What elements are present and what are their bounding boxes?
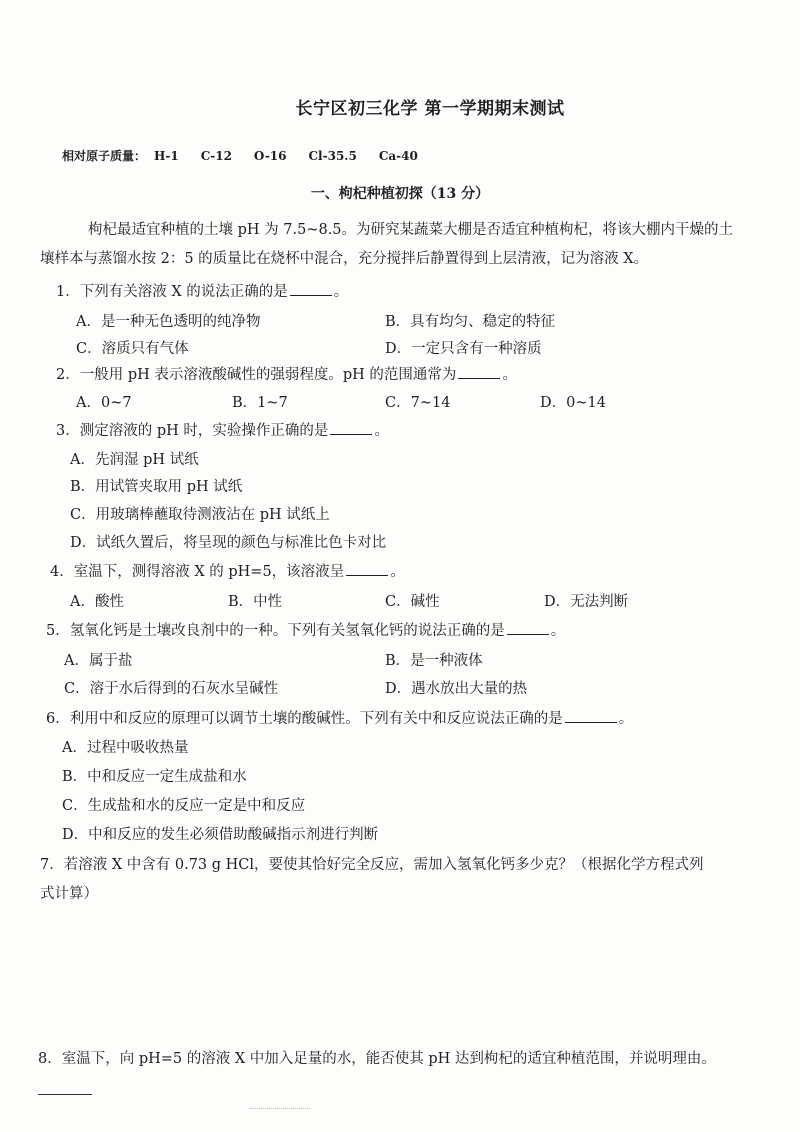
question-3-stem: [56, 419, 389, 440]
question-1-option-c: C．溶质只有气体: [76, 341, 189, 357]
question-6-stem: [46, 707, 633, 728]
question-5-option-d: D．遇水放出大量的热: [385, 681, 528, 697]
question-2-end: 。: [502, 367, 517, 383]
question-3-option-a: A．先润湿 pH 试纸: [70, 452, 199, 468]
question-5-option-c: C．溶于水后得到的石灰水呈碱性: [64, 681, 279, 697]
question-5-text: 5．氢氧化钙是土壤改良剂中的一种。下列有关氢氧化钙的说法正确的是: [46, 623, 505, 639]
question-2-option-b: B．1~7: [232, 395, 288, 411]
question-2-stem: [56, 363, 517, 384]
atomic-mass-h: H-1: [154, 149, 179, 163]
question-1-option-d: D．一定只含有一种溶质: [385, 341, 542, 357]
question-3-option-d: D．试纸久置后，将呈现的颜色与标准比色卡对比: [70, 535, 387, 551]
question-1-stem: [56, 280, 348, 301]
question-7-line-2: 式计算）: [40, 886, 98, 902]
question-4-text: 4．室温下，测得溶液 X 的 pH=5，该溶液呈: [50, 564, 345, 580]
answer-blank-1[interactable]: [290, 294, 332, 296]
answer-line-fragment[interactable]: [38, 1094, 92, 1095]
question-5-end: 。: [550, 623, 566, 639]
question-1-option-b: B．具有均匀、稳定的特征: [385, 314, 556, 330]
question-2-text: 2．一般用 pH 表示溶液酸碱性的强弱程度。pH 的范围通常为: [56, 367, 457, 383]
question-3-text: 3．测定溶液的 pH 时，实验操作正确的是: [56, 423, 329, 439]
answer-blank-5[interactable]: [507, 633, 549, 635]
question-4-option-a: A．酸性: [70, 594, 124, 610]
atomic-mass-label: 相对原子质量：: [62, 149, 147, 163]
question-4-end: 。: [390, 564, 405, 580]
question-1-end: 。: [333, 284, 349, 300]
atomic-mass-line: [62, 147, 418, 164]
question-1-option-a: A．是一种无色透明的纯净物: [76, 314, 261, 330]
question-4-stem: [50, 560, 405, 581]
intro-line-1: 枸杞最适宜种植的土壤 pH 为 7.5~8.5。为研究某蔬菜大棚是否适宜种植枸杞，将该大棚内干燥的土: [88, 222, 734, 238]
page-title: 长宁区初三化学 第一学期期末测试: [295, 99, 565, 119]
section-title: 一、枸杞种植初探（13 分）: [310, 186, 490, 202]
question-1-text: 1．下列有关溶液 X 的说法正确的是: [56, 284, 288, 300]
question-6-option-d: D．中和反应的发生必须借助酸碱指示剂进行判断: [62, 827, 379, 843]
question-4-option-c: C．碱性: [385, 594, 440, 610]
question-5-option-b: B．是一种液体: [385, 653, 483, 669]
atomic-mass-cl: Cl-35.5: [308, 149, 357, 163]
question-4-option-b: B．中性: [228, 594, 283, 610]
question-8-line-1: 8．室温下，向 pH=5 的溶液 X 中加入足量的水，能否使其 pH 达到枸杞的适宜种植范围，并说明理由。: [38, 1051, 716, 1067]
question-7-answer-area[interactable]: [40, 910, 760, 1040]
atomic-mass-ca: Ca-40: [378, 149, 418, 163]
question-5-option-a: A．属于盐: [64, 653, 133, 669]
question-3-end: 。: [374, 423, 389, 439]
answer-blank-3[interactable]: [330, 433, 372, 435]
question-2-option-a: A．0~7: [76, 395, 132, 411]
question-6-option-c: C．生成盐和水的反应一定是中和反应: [62, 798, 306, 814]
question-5-stem: [46, 619, 565, 640]
question-6-end: 。: [618, 711, 634, 727]
question-7-line-1: 7．若溶液 X 中含有 0.73 g HCl，要使其恰好完全反应，需加入氢氧化钙多少克？（根据化学方程式列: [40, 857, 704, 873]
question-3-option-b: B．用试管夹取用 pH 试纸: [70, 479, 243, 495]
question-6-text: 6．利用中和反应的原理可以调节土壤的酸碱性。下列有关中和反应说法正确的是: [46, 711, 563, 727]
question-6-option-a: A．过程中吸收热量: [62, 740, 189, 756]
scan-artifact: [250, 1108, 310, 1113]
question-2-option-c: C．7~14: [385, 395, 451, 411]
answer-blank-6[interactable]: [565, 721, 617, 723]
question-4-option-d: D．无法判断: [544, 594, 629, 610]
answer-blank-4[interactable]: [346, 574, 388, 576]
question-3-option-c: C．用玻璃棒蘸取待测液沾在 pH 试纸上: [70, 507, 330, 523]
question-6-option-b: B．中和反应一定生成盐和水: [62, 769, 247, 785]
intro-line-2: 壤样本与蒸馏水按 2：5 的质量比在烧杯中混合，充分搅拌后静置得到上层清液，记为溶液 X。: [40, 251, 649, 267]
question-2-option-d: D．0~14: [540, 395, 606, 411]
atomic-mass-c: C-12: [200, 149, 232, 163]
atomic-mass-o: O-16: [253, 149, 287, 163]
answer-blank-2[interactable]: [458, 377, 500, 379]
